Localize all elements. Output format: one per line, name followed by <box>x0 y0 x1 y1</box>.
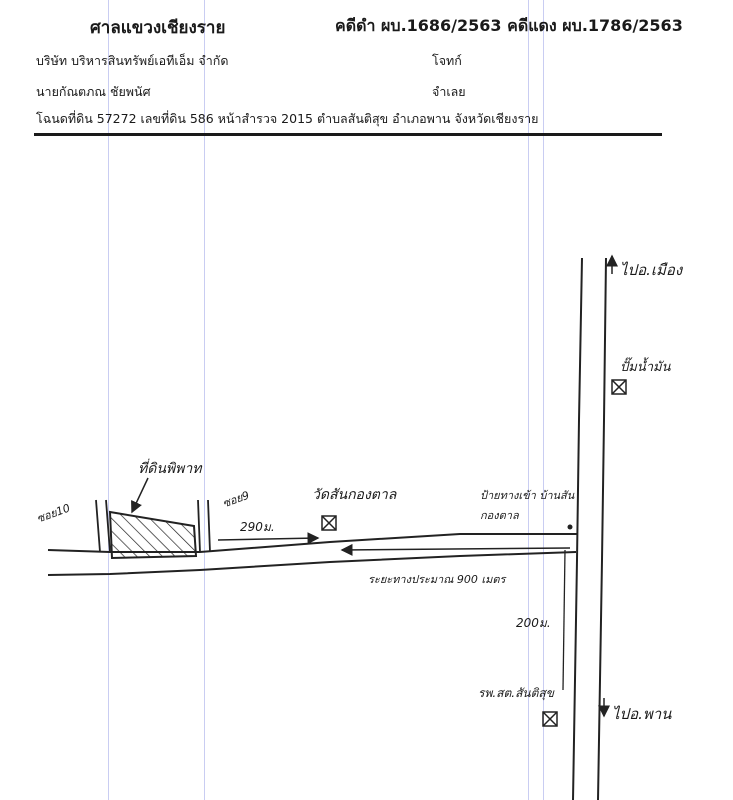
label-distance-200: 200ม. <box>516 616 551 630</box>
label-gas-station: ปั๊มน้ำมัน <box>620 360 671 375</box>
soi9-lane <box>198 500 210 552</box>
court-name: ศาลแขวงเชียงราย <box>90 18 226 38</box>
soi10-lane <box>96 500 110 552</box>
label-property: ที่ดินพิพาท <box>138 461 202 477</box>
case-numbers: คดีดำ ผบ.1686/2563 คดีแดง ผบ.1786/2563 <box>335 16 683 35</box>
property-parcel <box>110 512 196 558</box>
distance-200-line <box>563 550 565 690</box>
label-to-south: ไปอ.พาน <box>612 705 672 723</box>
defendant-role: จำเลย <box>432 84 466 99</box>
temple-marker <box>322 516 336 530</box>
gas-station-marker <box>612 380 626 394</box>
highway-left-edge <box>573 258 582 800</box>
label-clinic: รพ.สต.สันติสุข <box>478 686 554 700</box>
label-village-sign: ป้ายทางเข้า บ้านสันกองตาล <box>480 489 575 522</box>
label-distance-900: ระยะทางประมาณ 900 เมตร <box>368 573 506 586</box>
land-title-detail: โฉนดที่ดิน 57272 เลขที่ดิน 586 หน้าสำรวจ 2015 ตำบลสันติสุข อำเภอพาน จังหวัดเชียงราย <box>36 111 539 126</box>
defendant-name: นายกัณตภณ ชัยพนัศ <box>36 84 151 99</box>
distance-900-arrow <box>342 548 570 550</box>
label-soi-9: ซอย9 <box>220 488 252 511</box>
label-temple: วัดสันกองตาล <box>312 487 397 503</box>
label-soi-10: ซอย10 <box>34 501 72 526</box>
clinic-marker <box>543 712 557 726</box>
property-pointer-arrow <box>132 478 148 512</box>
label-to-north: ไปอ.เมือง <box>620 261 683 279</box>
label-distance-290: 290ม. <box>240 520 275 534</box>
plaintiff-role: โจทก์ <box>432 53 462 68</box>
plaintiff-name: บริษัท บริหารสินทรัพย์เอทีเอ็ม จำกัด <box>36 53 229 68</box>
highway-right-edge <box>598 258 606 800</box>
distance-290-arrow <box>218 538 318 540</box>
